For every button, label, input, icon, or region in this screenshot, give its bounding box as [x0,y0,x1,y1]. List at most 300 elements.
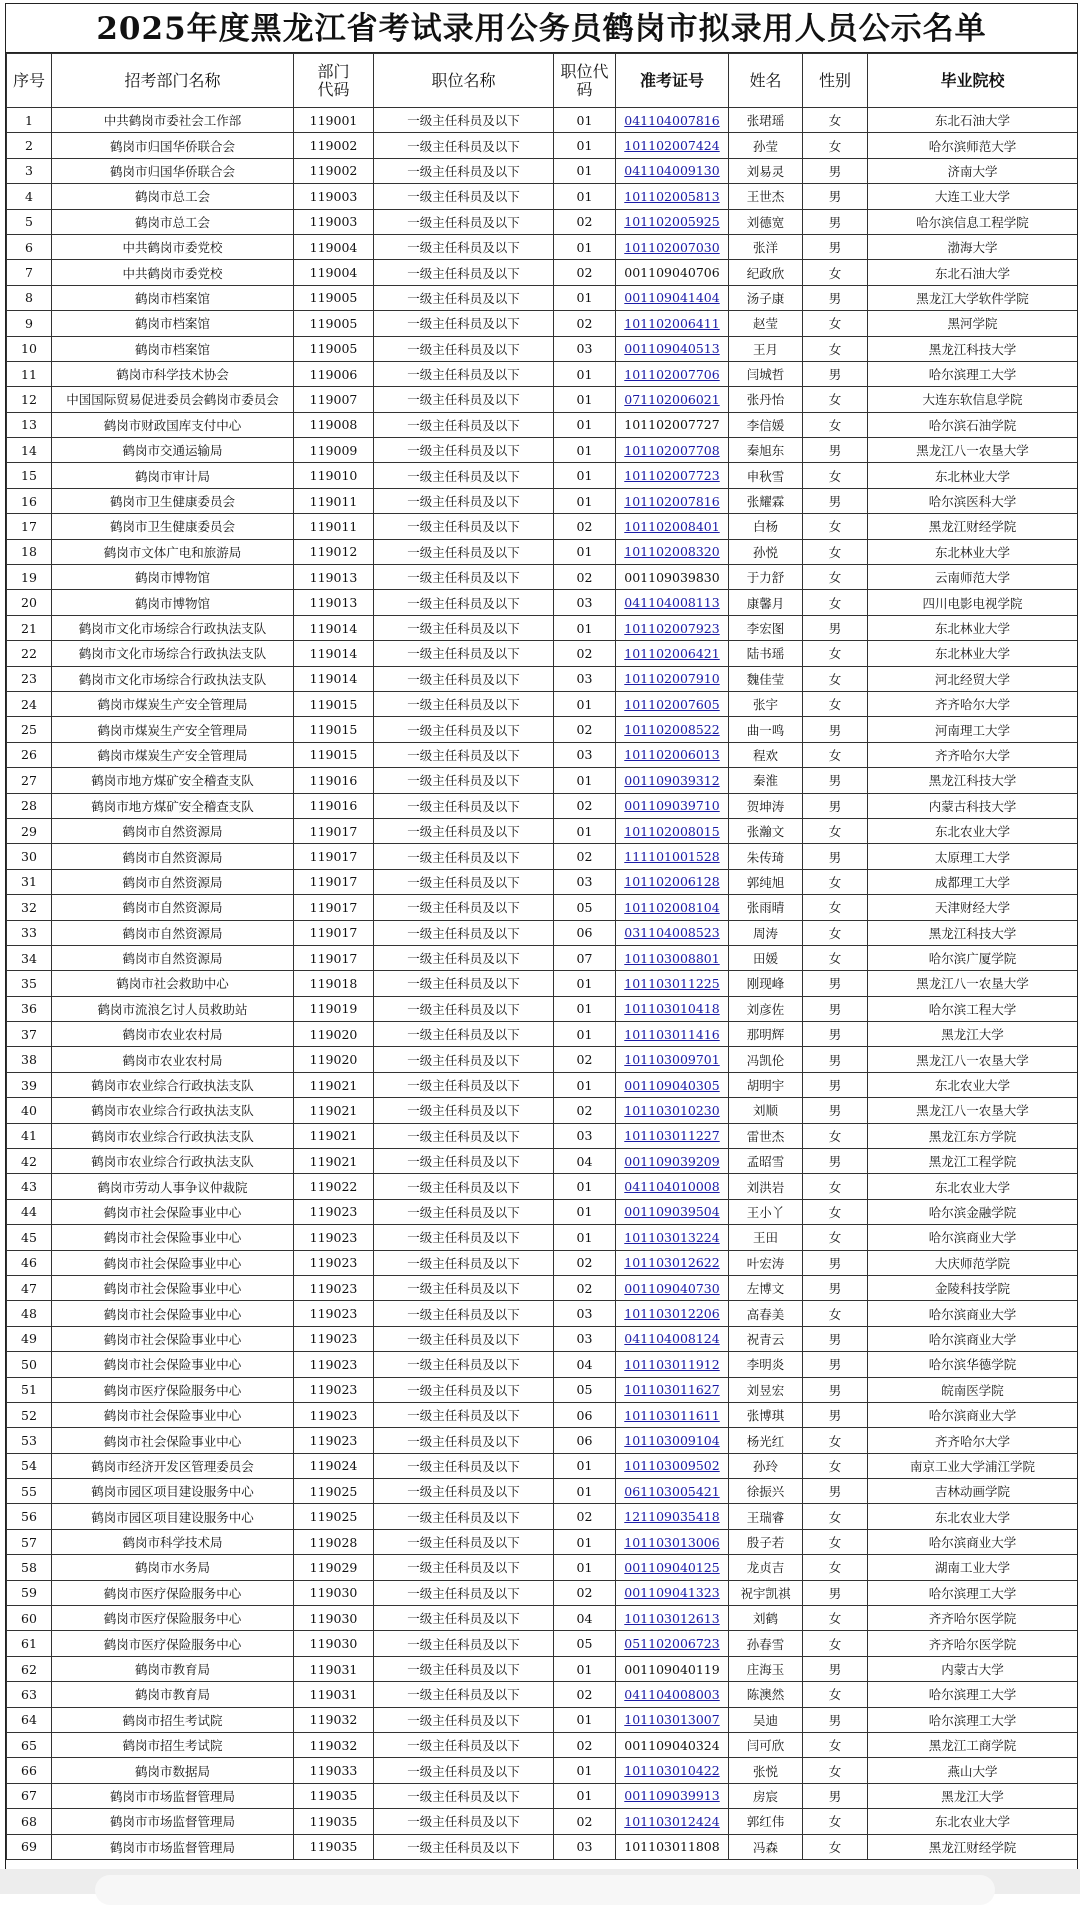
cell-department: 鹤岗市社会保险事业中心 [52,1275,294,1300]
header-name: 姓名 [729,54,803,108]
cell-department: 鹤岗市煤炭生产安全管理局 [52,691,294,716]
table-row [7,1275,1078,1300]
cell-position-name: 一级主任科员及以下 [374,108,554,133]
cell-department-code: 119005 [294,311,374,336]
cell-ticket-number[interactable]: 101103013006 [616,1529,729,1554]
cell-ticket-number[interactable]: 101102008401 [616,514,729,539]
cell-school: 哈尔滨工程大学 [868,996,1078,1021]
table-row [7,1250,1078,1275]
cell-ticket-number[interactable]: 001109039913 [616,1783,729,1808]
cell-ticket-number[interactable]: 101102007723 [616,463,729,488]
cell-ticket-number[interactable]: 101103010230 [616,1098,729,1123]
cell-department-code: 119033 [294,1758,374,1783]
cell-department-code: 119003 [294,184,374,209]
cell-school: 哈尔滨商业大学 [868,1225,1078,1250]
cell-ticket-number[interactable]: 101102006411 [616,311,729,336]
cell-school: 内蒙古科技大学 [868,793,1078,818]
cell-gender: 男 [803,1275,868,1300]
cell-name: 张悦 [729,1758,803,1783]
cell-name: 孙玲 [729,1453,803,1478]
cell-gender: 男 [803,793,868,818]
cell-department: 鹤岗市卫生健康委员会 [52,488,294,513]
cell-position-code: 01 [554,488,616,513]
cell-ticket-number[interactable]: 101102005813 [616,184,729,209]
header-ticket-number: 准考证号 [616,54,729,108]
table-row [7,641,1078,666]
cell-ticket-number[interactable]: 101103011225 [616,971,729,996]
cell-ticket-number[interactable]: 001109039504 [616,1199,729,1224]
cell-ticket-number[interactable]: 101103009502 [616,1453,729,1478]
cell-position-name: 一级主任科员及以下 [374,1301,554,1326]
table-row [7,1402,1078,1427]
cell-school: 东北林业大学 [868,641,1078,666]
cell-name: 王小丫 [729,1199,803,1224]
cell-school: 黑龙江八一农垦大学 [868,1047,1078,1072]
cell-gender: 男 [803,1656,868,1681]
cell-position-code: 01 [554,1479,616,1504]
cell-ticket-number[interactable]: 101103011627 [616,1377,729,1402]
cell-position-code: 03 [554,666,616,691]
cell-position-code: 02 [554,1580,616,1605]
cell-department: 鹤岗市农业综合行政执法支队 [52,1123,294,1148]
cell-school: 哈尔滨广厦学院 [868,945,1078,970]
cell-department: 鹤岗市农业综合行政执法支队 [52,1072,294,1097]
cell-position-name: 一级主任科员及以下 [374,1123,554,1148]
cell-school: 黑龙江大学 [868,1783,1078,1808]
cell-index: 36 [7,996,52,1021]
cell-ticket-number[interactable]: 101103010422 [616,1758,729,1783]
cell-ticket-number[interactable]: 101102005925 [616,209,729,234]
table-row [7,793,1078,818]
page-title: 2025年度黑龙江省考试录用公务员鹤岗市拟录用人员公示名单 [6,3,1077,53]
cell-gender: 女 [803,1225,868,1250]
cell-name: 朱传琦 [729,844,803,869]
cell-ticket-number[interactable]: 041104008003 [616,1682,729,1707]
cell-department-code: 119025 [294,1479,374,1504]
cell-index: 47 [7,1275,52,1300]
cell-ticket-number[interactable]: 101102007030 [616,234,729,259]
cell-position-name: 一级主任科员及以下 [374,311,554,336]
cell-position-name: 一级主任科员及以下 [374,1022,554,1047]
cell-ticket-number[interactable]: 001109041404 [616,285,729,310]
cell-index: 17 [7,514,52,539]
cell-position-code: 01 [554,1656,616,1681]
cell-ticket-number[interactable]: 071102006021 [616,387,729,412]
cell-position-code: 03 [554,1301,616,1326]
cell-school: 黑龙江八一农垦大学 [868,971,1078,996]
cell-department: 鹤岗市招生考试院 [52,1733,294,1758]
cell-index: 29 [7,818,52,843]
cell-department: 鹤岗市博物馆 [52,565,294,590]
cell-position-code: 04 [554,1352,616,1377]
cell-ticket-number[interactable]: 101102006128 [616,869,729,894]
cell-name: 王瑞睿 [729,1504,803,1529]
cell-index: 49 [7,1326,52,1351]
table-row [7,387,1078,412]
cell-department-code: 119031 [294,1656,374,1681]
cell-department: 鹤岗市档案馆 [52,311,294,336]
cell-position-name: 一级主任科员及以下 [374,691,554,716]
cell-gender: 男 [803,717,868,742]
cell-index: 1 [7,108,52,133]
cell-position-code: 06 [554,920,616,945]
table-row [7,1174,1078,1199]
cell-position-code: 03 [554,1834,616,1859]
cell-ticket-number[interactable]: 101103012206 [616,1301,729,1326]
cell-position-code: 02 [554,1733,616,1758]
table-row [7,209,1078,234]
cell-gender: 女 [803,1834,868,1859]
cell-school: 成都理工大学 [868,869,1078,894]
cell-ticket-number[interactable]: 101102007708 [616,438,729,463]
cell-gender: 女 [803,260,868,285]
cell-index: 20 [7,590,52,615]
table-row [7,1733,1078,1758]
cell-school: 哈尔滨信息工程学院 [868,209,1078,234]
cell-position-name: 一级主任科员及以下 [374,1783,554,1808]
cell-ticket-number[interactable]: 001109040125 [616,1555,729,1580]
cell-department-code: 119008 [294,412,374,437]
cell-position-name: 一级主任科员及以下 [374,717,554,742]
cell-name: 房宸 [729,1783,803,1808]
cell-school: 齐齐哈尔大学 [868,691,1078,716]
cell-name: 张丹怡 [729,387,803,412]
table-row [7,844,1078,869]
cell-gender: 男 [803,996,868,1021]
cell-department-code: 119001 [294,108,374,133]
cell-position-name: 一级主任科员及以下 [374,793,554,818]
table-row [7,108,1078,133]
cell-name: 王田 [729,1225,803,1250]
cell-ticket-number[interactable]: 061103005421 [616,1479,729,1504]
cell-ticket-number[interactable]: 041104009130 [616,158,729,183]
cell-index: 44 [7,1199,52,1224]
cell-school: 太原理工大学 [868,844,1078,869]
cell-ticket-number[interactable]: 041104010008 [616,1174,729,1199]
cell-position-code: 07 [554,945,616,970]
cell-position-name: 一级主任科员及以下 [374,539,554,564]
cell-ticket-number[interactable]: 101102006013 [616,742,729,767]
cell-gender: 女 [803,108,868,133]
cell-position-code: 01 [554,1225,616,1250]
cell-position-name: 一级主任科员及以下 [374,615,554,640]
cell-position-code: 02 [554,1504,616,1529]
cell-gender: 女 [803,565,868,590]
cell-name: 申秋雪 [729,463,803,488]
cell-department-code: 119017 [294,945,374,970]
cell-department: 鹤岗市农业综合行政执法支队 [52,1098,294,1123]
cell-ticket-number[interactable]: 041104008124 [616,1326,729,1351]
cell-ticket-number[interactable]: 101103013224 [616,1225,729,1250]
table-row [7,768,1078,793]
cell-department: 中共鹤岗市委党校 [52,260,294,285]
cell-ticket-number[interactable]: 101102007923 [616,615,729,640]
cell-ticket-number: 001109040324 [616,1733,729,1758]
header-department-code: 部门 代码 [294,54,374,108]
cell-ticket-number[interactable]: 121109035418 [616,1504,729,1529]
cell-school: 东北农业大学 [868,1809,1078,1834]
cell-ticket-number[interactable]: 101103011227 [616,1123,729,1148]
cell-ticket-number: 001109040706 [616,260,729,285]
cell-name: 王月 [729,336,803,361]
cell-gender: 女 [803,945,868,970]
cell-name: 张洋 [729,234,803,259]
table-row [7,361,1078,386]
cell-position-name: 一级主任科员及以下 [374,1529,554,1554]
cell-position-name: 一级主任科员及以下 [374,1809,554,1834]
cell-gender: 女 [803,539,868,564]
table-row [7,1555,1078,1580]
cell-school: 天津财经大学 [868,895,1078,920]
cell-department: 鹤岗市市场监督管理局 [52,1809,294,1834]
cell-department-code: 119017 [294,895,374,920]
cell-position-name: 一级主任科员及以下 [374,1758,554,1783]
cell-department: 鹤岗市教育局 [52,1656,294,1681]
cell-index: 69 [7,1834,52,1859]
cell-position-code: 02 [554,717,616,742]
cell-gender: 男 [803,971,868,996]
cell-ticket-number[interactable]: 101103009701 [616,1047,729,1072]
cell-ticket-number[interactable]: 101102008015 [616,818,729,843]
cell-school: 黑龙江财经学院 [868,1834,1078,1859]
cell-index: 35 [7,971,52,996]
cell-department-code: 119005 [294,285,374,310]
cell-school: 内蒙古大学 [868,1656,1078,1681]
cell-department: 鹤岗市煤炭生产安全管理局 [52,742,294,767]
header-index: 序号 [7,54,52,108]
cell-name: 郭红伟 [729,1809,803,1834]
cell-gender: 男 [803,438,868,463]
cell-ticket-number[interactable]: 041104007816 [616,108,729,133]
cell-school: 东北林业大学 [868,539,1078,564]
cell-ticket-number[interactable]: 101103008801 [616,945,729,970]
cell-name: 刘昱宏 [729,1377,803,1402]
cell-ticket-number[interactable]: 101103013007 [616,1707,729,1732]
cell-position-code: 01 [554,361,616,386]
cell-school: 湖南工业大学 [868,1555,1078,1580]
cell-department-code: 119031 [294,1682,374,1707]
cell-position-code: 05 [554,1631,616,1656]
cell-position-code: 01 [554,1783,616,1808]
cell-name: 刘彦佐 [729,996,803,1021]
cell-ticket-number[interactable]: 101103012613 [616,1606,729,1631]
cell-gender: 女 [803,920,868,945]
cell-gender: 女 [803,691,868,716]
cell-gender: 男 [803,615,868,640]
table-row [7,1758,1078,1783]
table-row [7,412,1078,437]
cell-position-code: 01 [554,438,616,463]
cell-position-name: 一级主任科员及以下 [374,1149,554,1174]
cell-department: 鹤岗市医疗保险服务中心 [52,1631,294,1656]
cell-position-code: 01 [554,387,616,412]
cell-ticket-number[interactable]: 001109039710 [616,793,729,818]
cell-name: 李宏图 [729,615,803,640]
cell-ticket-number[interactable]: 001109041323 [616,1580,729,1605]
cell-school: 黑龙江大学 [868,1022,1078,1047]
cell-gender: 男 [803,488,868,513]
cell-index: 56 [7,1504,52,1529]
cell-index: 30 [7,844,52,869]
cell-index: 33 [7,920,52,945]
cell-ticket-number[interactable]: 101102007706 [616,361,729,386]
cell-index: 15 [7,463,52,488]
cell-school: 哈尔滨商业大学 [868,1326,1078,1351]
cell-department-code: 119003 [294,209,374,234]
cell-ticket-number[interactable]: 031104008523 [616,920,729,945]
cell-ticket-number[interactable]: 101103010418 [616,996,729,1021]
cell-department: 鹤岗市劳动人事争议仲裁院 [52,1174,294,1199]
cell-gender: 女 [803,387,868,412]
cell-ticket-number[interactable]: 001109039209 [616,1149,729,1174]
cell-name: 曲一鸣 [729,717,803,742]
cell-department: 鹤岗市教育局 [52,1682,294,1707]
cell-ticket-number[interactable]: 001109040513 [616,336,729,361]
cell-ticket-number: 101103011808 [616,1834,729,1859]
cell-ticket-number[interactable]: 101103009104 [616,1428,729,1453]
cell-department-code: 119010 [294,463,374,488]
cell-index: 25 [7,717,52,742]
cell-index: 45 [7,1225,52,1250]
cell-ticket-number[interactable]: 101103012622 [616,1250,729,1275]
cell-position-code: 01 [554,1453,616,1478]
cell-gender: 男 [803,768,868,793]
cell-gender: 男 [803,1250,868,1275]
cell-position-code: 01 [554,1758,616,1783]
table-row [7,615,1078,640]
cell-gender: 男 [803,209,868,234]
cell-department-code: 119035 [294,1834,374,1859]
cell-index: 38 [7,1047,52,1072]
cell-gender: 男 [803,1707,868,1732]
cell-department-code: 119002 [294,158,374,183]
cell-gender: 男 [803,1149,868,1174]
cell-department-code: 119014 [294,615,374,640]
table-row [7,971,1078,996]
cell-ticket-number[interactable]: 101102008522 [616,717,729,742]
cell-department-code: 119002 [294,133,374,158]
cell-position-code: 01 [554,768,616,793]
table-row [7,1428,1078,1453]
cell-index: 67 [7,1783,52,1808]
cell-name: 张博琪 [729,1402,803,1427]
cell-ticket-number[interactable]: 101102007910 [616,666,729,691]
cell-position-name: 一级主任科员及以下 [374,895,554,920]
cell-ticket-number[interactable]: 041104008113 [616,590,729,615]
cell-ticket-number[interactable]: 051102006723 [616,1631,729,1656]
table-row [7,1326,1078,1351]
table-row [7,1809,1078,1834]
cell-ticket-number[interactable]: 101102007605 [616,691,729,716]
cell-position-code: 01 [554,184,616,209]
cell-ticket-number[interactable]: 001109039312 [616,768,729,793]
cell-ticket-number[interactable]: 111101001528 [616,844,729,869]
table-header-row [7,54,1078,108]
cell-department: 鹤岗市审计局 [52,463,294,488]
cell-position-code: 03 [554,1326,616,1351]
cell-ticket-number[interactable]: 101102008104 [616,895,729,920]
cell-department: 鹤岗市自然资源局 [52,945,294,970]
cell-department-code: 119023 [294,1402,374,1427]
cell-school: 东北农业大学 [868,1504,1078,1529]
cell-ticket-number[interactable]: 101103011416 [616,1022,729,1047]
cell-position-code: 03 [554,742,616,767]
cell-position-code: 05 [554,1377,616,1402]
cell-department-code: 119023 [294,1352,374,1377]
cell-gender: 男 [803,1072,868,1097]
table-row [7,818,1078,843]
cell-ticket-number[interactable]: 101102006421 [616,641,729,666]
cell-department-code: 119015 [294,717,374,742]
cell-gender: 女 [803,514,868,539]
cell-index: 5 [7,209,52,234]
table-row [7,438,1078,463]
cell-department: 鹤岗市农业农村局 [52,1022,294,1047]
cell-gender: 女 [803,311,868,336]
table-row [7,1783,1078,1808]
cell-ticket-number[interactable]: 101103011611 [616,1402,729,1427]
cell-ticket-number[interactable]: 101102007816 [616,488,729,513]
cell-index: 42 [7,1149,52,1174]
cell-index: 16 [7,488,52,513]
cell-department: 鹤岗市社会保险事业中心 [52,1199,294,1224]
cell-ticket-number[interactable]: 101102008320 [616,539,729,564]
table-row [7,539,1078,564]
cell-school: 东北农业大学 [868,1072,1078,1097]
cell-position-name: 一级主任科员及以下 [374,1580,554,1605]
table-row [7,1504,1078,1529]
cell-department: 鹤岗市招生考试院 [52,1707,294,1732]
cell-gender: 女 [803,1682,868,1707]
cell-school: 哈尔滨商业大学 [868,1402,1078,1427]
cell-name: 张瀚文 [729,818,803,843]
cell-ticket-number[interactable]: 101102007424 [616,133,729,158]
cell-name: 冯森 [729,1834,803,1859]
table-row [7,1682,1078,1707]
cell-name: 徐振兴 [729,1479,803,1504]
cell-position-code: 03 [554,590,616,615]
cell-ticket-number[interactable]: 001109040305 [616,1072,729,1097]
cell-department-code: 119025 [294,1504,374,1529]
cell-school: 黑龙江东方学院 [868,1123,1078,1148]
cell-ticket-number[interactable]: 101103011912 [616,1352,729,1377]
document-sheet [5,3,1078,1869]
table-row [7,514,1078,539]
cell-position-name: 一级主任科员及以下 [374,1225,554,1250]
cell-ticket-number[interactable]: 101103012424 [616,1809,729,1834]
cell-department-code: 119012 [294,539,374,564]
cell-position-code: 02 [554,514,616,539]
cell-position-code: 01 [554,996,616,1021]
cell-ticket-number[interactable]: 001109040730 [616,1275,729,1300]
cell-department: 鹤岗市医疗保险服务中心 [52,1580,294,1605]
cell-department-code: 119014 [294,666,374,691]
cell-position-name: 一级主任科员及以下 [374,1656,554,1681]
cell-name: 李信媛 [729,412,803,437]
table-row [7,691,1078,716]
cell-position-code: 01 [554,1022,616,1047]
cell-school: 黑龙江科技大学 [868,920,1078,945]
cell-department: 鹤岗市自然资源局 [52,844,294,869]
table-row [7,260,1078,285]
cell-school: 哈尔滨师范大学 [868,133,1078,158]
cell-school: 南京工业大学浦江学院 [868,1453,1078,1478]
cell-gender: 女 [803,1733,868,1758]
table-row [7,1529,1078,1554]
cell-name: 白杨 [729,514,803,539]
cell-department-code: 119004 [294,234,374,259]
cell-department-code: 119004 [294,260,374,285]
